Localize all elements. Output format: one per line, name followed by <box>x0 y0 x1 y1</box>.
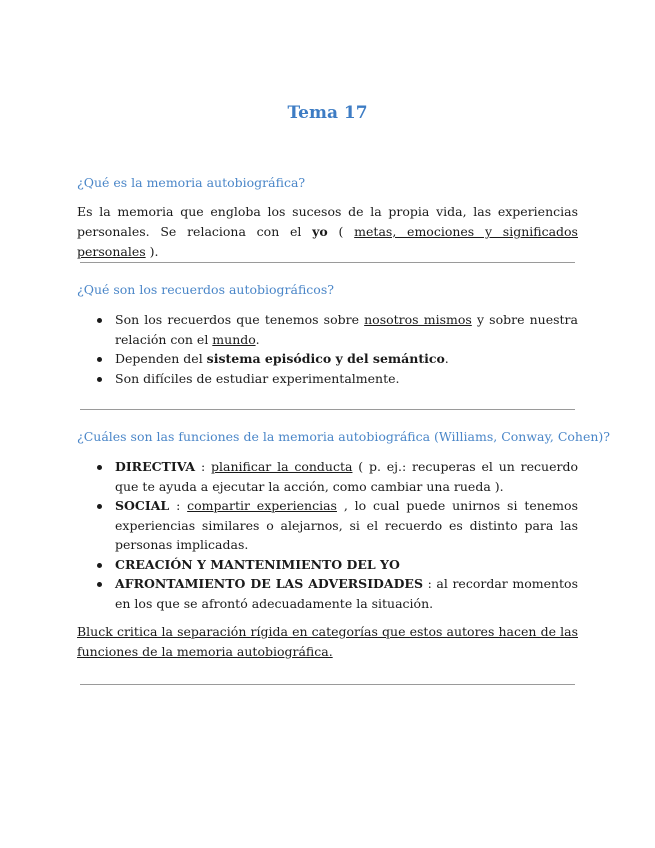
recuerdos-list <box>77 310 578 388</box>
section-heading-recuerdos: ¿Qué son los recuerdos autobiográficos? <box>77 282 334 297</box>
text: . <box>255 331 260 347</box>
horizontal-divider <box>80 684 575 685</box>
section-heading-funciones: ¿Cuáles son las funciones de la memoria autobiográfica (Williams, Conway, Cohen)? <box>77 429 611 444</box>
list-item <box>77 496 578 555</box>
list-item <box>77 555 578 575</box>
text: ). <box>145 244 159 259</box>
list-item <box>77 369 578 389</box>
underlined-text: mundo <box>212 331 256 347</box>
list-item <box>77 574 578 613</box>
horizontal-divider <box>80 409 575 410</box>
text: ( <box>327 224 355 239</box>
section-heading-memoria-autobiografica: ¿Qué es la memoria autobiográfica? <box>77 175 306 190</box>
text: : al recordar momentos en los que se afrontó adecuadamente la situación. <box>115 576 578 611</box>
list-item <box>77 457 578 496</box>
closing-paragraph: Bluck critica la separación rígida en categorías que estos autores hacen de las funciones de la memoria autobiográfica. <box>77 624 578 659</box>
text: , lo cual puede unirnos si tenemos experiencias similares o alejarnos, si el recuerdo es distinto para las personas implicadas. <box>115 498 578 552</box>
bold-text: sistema episódico y del semántico <box>206 351 445 366</box>
text: Dependen del <box>115 351 207 366</box>
text: Son difíciles de estudiar experimentalmente. <box>115 370 400 386</box>
list-item <box>77 349 578 369</box>
definition-paragraph <box>77 202 578 262</box>
horizontal-divider <box>80 262 575 263</box>
bold-text: DIRECTIVA <box>115 459 196 474</box>
underlined-text: compartir experiencias <box>187 498 337 513</box>
underlined-text: planificar la conducta <box>211 459 353 474</box>
list-item <box>77 310 578 349</box>
funciones-list <box>77 457 578 613</box>
bold-text: SOCIAL <box>115 498 170 513</box>
text: . <box>444 351 449 366</box>
bold-text: CREACIÓN Y MANTENIMIENTO DEL YO <box>115 556 400 572</box>
text: Son los recuerdos que tenemos sobre <box>115 312 365 327</box>
text: Es la memoria que engloba los sucesos de la propia vida, las experiencias personales. Se relaciona con el <box>77 204 578 239</box>
text: : <box>195 459 211 474</box>
underlined-text: nosotros mismos <box>364 312 472 327</box>
text: ( p. ej.: recuperas el un recuerdo que te ayuda a ejecutar la acción, como cambiar una rueda ). <box>115 459 578 494</box>
text: y sobre nuestra relación con el <box>115 312 578 347</box>
bold-text: yo <box>312 224 328 239</box>
text: : <box>169 498 188 513</box>
page-title: Tema 17 <box>287 103 368 123</box>
bold-text: AFRONTAMIENTO DE LAS ADVERSIDADES <box>115 576 423 591</box>
underlined-text: metas, emociones y significados personales <box>77 224 578 259</box>
